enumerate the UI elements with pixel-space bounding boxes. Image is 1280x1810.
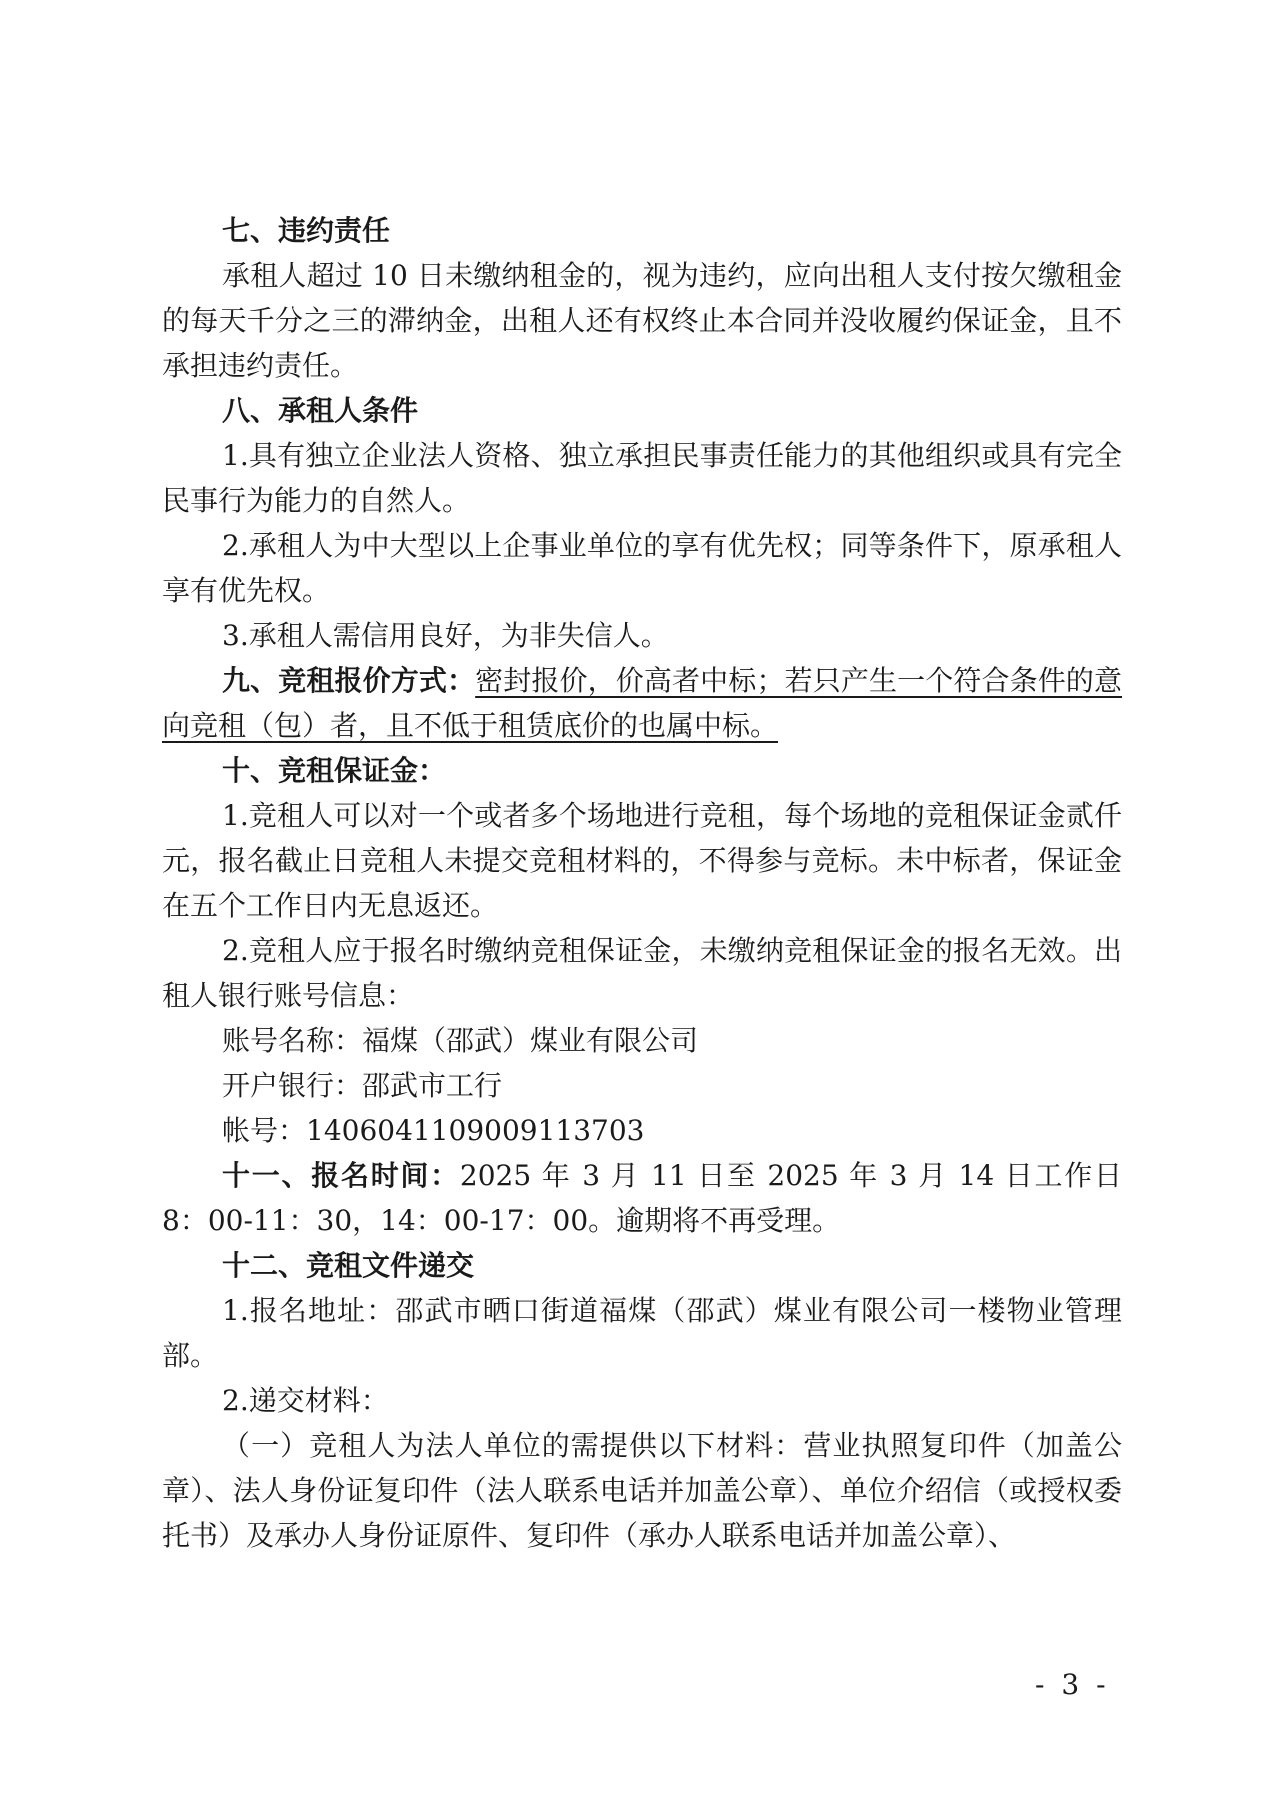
deposit-item-2: 2.竞租人应于报名时缴纳竞租保证金，未缴纳竞租保证金的报名无效。出租人银行账号信息：: [162, 934, 1122, 1012]
section-heading-registration-time: 十一、报名时间：: [222, 1159, 460, 1192]
deposit-item-1: 1.竞租人可以对一个或者多个场地进行竞租，每个场地的竞租保证金贰仟元，报名截止日竞租人未提交竞租材料的，不得参与竞标。未中标者，保证金在五个工作日内无息返还。: [162, 799, 1122, 922]
registration-time-text: 2025 年 3 月 11 日至 2025 年 3 月 14 日工作日 8：00-11：30，14：00-17：00。逾期将不再受理。: [162, 1159, 1122, 1237]
bidding-method-paragraph: [162, 658, 1122, 748]
breach-paragraph: 承租人超过 10 日未缴纳租金的，视为违约，应向出租人支付按欠缴租金的每天千分之三的滞纳金，出租人还有权终止本合同并没收履约保证金，且不承担违约责任。: [162, 259, 1122, 382]
account-bank: 开户银行：邵武市工行: [222, 1069, 503, 1102]
page-number: - 3 -: [1035, 1668, 1110, 1701]
section-heading-breach: 七、违约责任: [222, 214, 391, 247]
submission-materials-legal-entity: （一）竞租人为法人单位的需提供以下材料：营业执照复印件（加盖公章）、法人身份证复印件（法人联系电话并加盖公章）、单位介绍信（或授权委托书）及承办人身份证原件、复印件（承办人联系电话并加盖公章）、: [162, 1429, 1122, 1552]
submission-materials-label: 2.递交材料：: [222, 1384, 389, 1417]
document-body: [162, 208, 1122, 1558]
registration-time-paragraph: [162, 1153, 1122, 1243]
bidding-method-text: 密封报价，价高者中标；若只产生一个符合条件的意向竞租（包）者，且不低于租赁底价的也属中标。: [162, 664, 1122, 742]
lessee-condition-3: 3.承租人需信用良好，为非失信人。: [222, 619, 669, 652]
lessee-condition-2: 2.承租人为中大型以上企事业单位的享有优先权；同等条件下，原承租人享有优先权。: [162, 529, 1122, 607]
section-heading-document-submission: 十二、竞租文件递交: [222, 1249, 475, 1282]
submission-address: 1.报名地址：邵武市晒口街道福煤（邵武）煤业有限公司一楼物业管理部。: [162, 1294, 1122, 1372]
account-number: 帐号：1406041109009113703: [222, 1114, 645, 1147]
account-name: 账号名称：福煤（邵武）煤业有限公司: [222, 1024, 699, 1057]
section-heading-lessee-conditions: 八、承租人条件: [222, 394, 419, 427]
section-heading-deposit: 十、竞租保证金：: [222, 754, 447, 787]
section-heading-bidding-method: 九、竞租报价方式：: [222, 664, 476, 697]
lessee-condition-1: 1.具有独立企业法人资格、独立承担民事责任能力的其他组织或具有完全民事行为能力的自然人。: [162, 439, 1122, 517]
